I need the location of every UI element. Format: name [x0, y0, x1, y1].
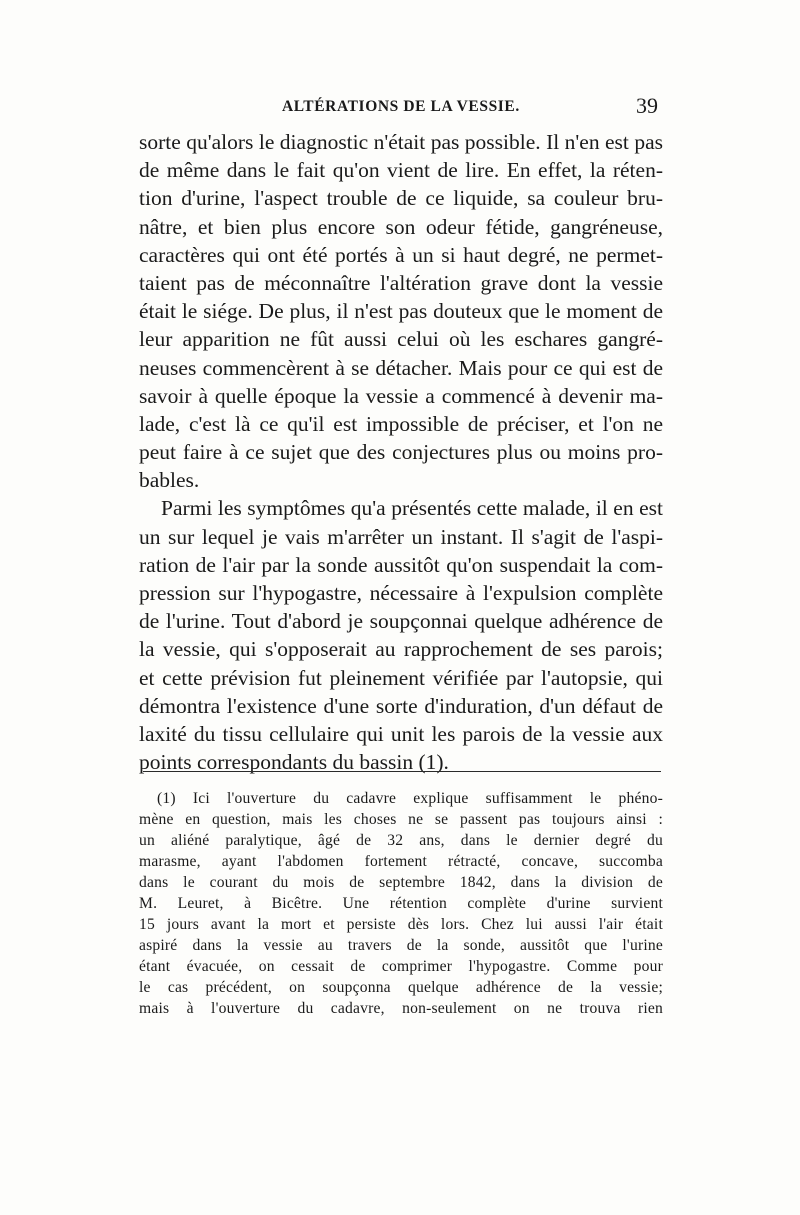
body-line: taient pas de méconnaître l'altération grave dont la vessie — [139, 270, 663, 295]
footnote-line: étant évacuée, on cessait de comprimer l'hypogastre. Comme pour — [139, 958, 663, 975]
body-line: la vessie, qui s'opposerait au rapprochement de ses parois; — [139, 637, 663, 662]
body-line: savoir à quelle époque la vessie a commencé à devenir ma- — [139, 383, 663, 408]
footnote-line: (1) Ici l'ouverture du cadavre explique suffisamment le phéno- — [157, 790, 663, 807]
page-number: 39 — [636, 93, 658, 118]
body-line: laxité du tissu cellulaire qui unit les parois de la vessie aux — [139, 721, 663, 746]
body-line: et cette prévision fut pleinement vérifiée par l'autopsie, qui — [139, 665, 663, 690]
footnote-line: le cas précédent, on soupçonna quelque adhérence de la vessie; — [139, 979, 663, 996]
footnote-divider — [143, 771, 661, 772]
body-line: caractères qui ont été portés à un si haut degré, ne permet- — [139, 242, 663, 267]
footnote-line: 15 jours avant la mort et persiste dès lors. Chez lui aussi l'air était — [139, 916, 663, 933]
footnote-line: marasme, ayant l'abdomen fortement rétracté, concave, succomba — [139, 853, 663, 870]
running-title: ALTÉRATIONS DE LA VESSIE. — [282, 98, 520, 115]
body-line: points correspondants du bassin (1). — [139, 750, 449, 775]
body-line: sorte qu'alors le diagnostic n'était pas possible. Il n'en est pas — [139, 130, 663, 154]
footnote-line: mène en question, mais les choses ne se passent pas toujours ainsi : — [139, 811, 663, 828]
body-line: de même dans le fait qu'on vient de lire. En effet, la réten- — [139, 158, 663, 183]
footnote-line: mais à l'ouverture du cadavre, non-seulement on ne trouva rien — [139, 1000, 663, 1017]
footnote — [139, 788, 663, 1019]
footnote-line: M. Leuret, à Bicêtre. Une rétention complète d'urine survient — [139, 895, 663, 912]
body-line: un sur lequel je vais m'arrêter un instant. Il s'agit de l'aspi- — [139, 524, 663, 549]
body-line: lade, c'est là ce qu'il est impossible de préciser, et l'on ne — [139, 411, 663, 436]
body-line: ration de l'air par la sonde aussitôt qu'on suspendait la com- — [139, 552, 663, 577]
body-line: démontra l'existence d'une sorte d'induration, d'un défaut de — [139, 693, 663, 718]
body-line: bables. — [139, 468, 200, 493]
body-line: neuses commencèrent à se détacher. Mais pour ce qui est de — [139, 355, 663, 380]
footnote-line: dans le courant du mois de septembre 1842, dans la division de — [139, 874, 663, 891]
footnote-line: un aliéné paralytique, âgé de 32 ans, dans le dernier degré du — [139, 832, 663, 849]
body-line: pression sur l'hypogastre, nécessaire à l'expulsion complète — [139, 581, 663, 605]
footnote-line: aspiré dans la vessie au travers de la sonde, aussitôt que l'urine — [139, 937, 663, 954]
body-line: Parmi les symptômes qu'a présentés cette malade, il en est — [161, 496, 663, 521]
body-text — [139, 128, 663, 776]
body-line: leur apparition ne fût aussi celui où les eschares gangré- — [139, 327, 663, 352]
body-line: de l'urine. Tout d'abord je soupçonnai quelque adhérence de — [139, 609, 663, 634]
body-line: était le siége. De plus, il n'est pas douteux que le moment de — [139, 299, 663, 324]
body-line: nâtre, et bien plus encore son odeur fétide, gangréneuse, — [139, 214, 663, 239]
body-line: peut faire à ce sujet que des conjectures plus ou moins pro- — [139, 440, 663, 465]
page-header — [140, 93, 660, 122]
body-line: tion d'urine, l'aspect trouble de ce liquide, sa couleur bru- — [139, 186, 663, 211]
